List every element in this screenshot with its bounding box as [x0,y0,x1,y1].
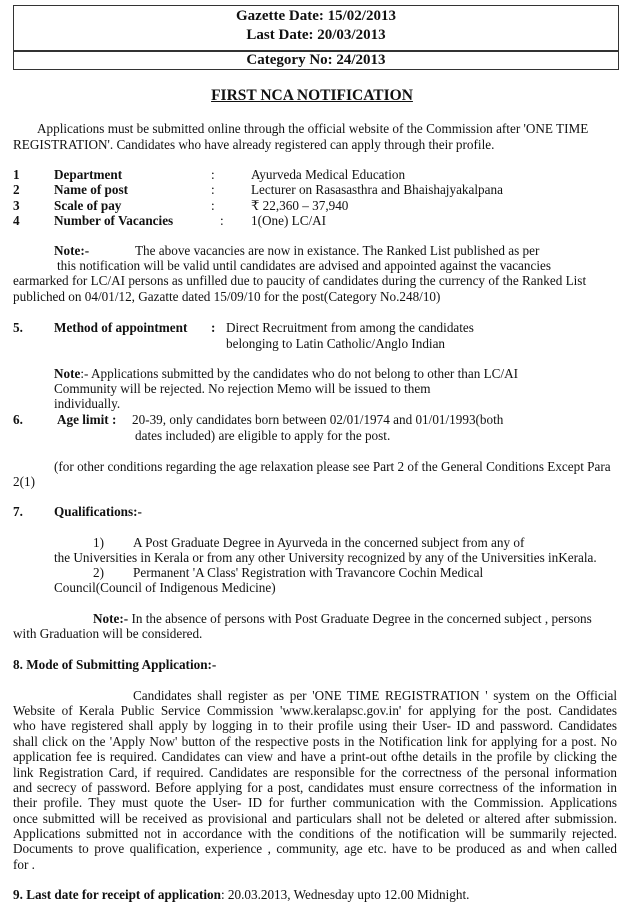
note-line: Community will be rejected. No rejection Memo will be issued to them [54,381,431,396]
age-line: dates included) are eligible to apply for the post. [135,428,391,443]
method-line: belonging to Latin Catholic/Anglo Indian [226,336,446,351]
mode-line: Applications submitted not in accordance with the conditions of the notification will be summarily rejected. [13,826,617,841]
note-text: In the absence of persons with Post Graduate Degree in the concerned subject , persons [128,611,592,626]
detail-value: Ayurveda Medical Education [251,167,406,182]
last-date-label: 9. Last date for receipt of application [13,887,221,902]
age-relaxation-note: (for other conditions regarding the age relaxation please see Part 2 of the General Conditions Except Para [54,459,611,474]
mode-line: Documents to prove qualification, experience , community, age etc. have to be produced as and when called [13,841,617,856]
mode-line: their profile. They must quote the User- ID for further communication with the Commission. Applications [13,795,617,810]
section-sep: : [112,412,117,427]
detail-sep: : [220,213,224,228]
qualification-num: 2) [93,565,104,580]
detail-value: Lecturer on Rasasasthra and Bhaishajyakalpana [251,182,503,197]
gazette-date: Gazette Date: 15/02/2013 [236,8,396,24]
detail-num: 3 [13,198,20,213]
detail-label: Number of Vacancies [54,213,174,228]
note-label: Note:- [54,243,90,258]
qualification-line: Council(Council of Indigenous Medicine) [54,580,276,595]
section-label: Qualifications:- [54,504,142,519]
note-line-1 [54,366,518,382]
last-date-value: : 20.03.2013, Wednesday upto 12.00 Midnight. [220,887,470,902]
header-box [13,5,619,70]
mode-line: shall click on the 'Apply Now' button of the respective posts in the Notification link for applying for a post. No [13,734,617,749]
age-line: 20-39, only candidates born between 02/01/1974 and 01/01/1993(both [132,412,504,427]
mode-line: for . [13,857,35,872]
category-no: Category No: 24/2013 [246,52,386,68]
detail-sep: : [211,198,215,213]
method-line: Direct Recruitment from among the candidates [226,320,474,335]
note-line: this notification will be valid until candidates are advised and appointed against the vacancies [57,258,552,273]
detail-num: 2 [13,182,20,197]
detail-num: 1 [13,167,20,182]
last-date: Last Date: 20/03/2013 [246,27,386,43]
note-line: individually. [54,396,121,411]
mode-line: who have registered shall apply by logging in to their profile using their User- ID and password. Candidates [13,718,617,733]
detail-label: Name of post [54,182,128,197]
qualification-line: A Post Graduate Degree in Ayurveda in the concerned subject from any of [133,535,525,550]
qualification-num: 1) [93,535,104,550]
detail-label: Department [54,167,123,182]
intro-line-2: REGISTRATION'. Candidates who have already registered can apply through their profile. [13,137,495,152]
section-num: 5. [13,320,23,335]
note-label: Note:- [93,611,129,626]
detail-sep: : [211,182,215,197]
qualification-note-line-1 [93,611,592,627]
detail-value: ₹ 22,360 – 37,940 [251,198,349,213]
detail-value: 1(One) LC/AI [251,213,327,228]
mode-line: application fee is required. Candidates can view and have a print-out ofthe details in the profile by clicking the [13,749,617,764]
note-line: The above vacancies are now in existance. The Ranked List published as per [135,243,540,258]
section-num: 6. [13,412,23,427]
section-label: Age limit [57,412,109,427]
mode-line: Candidates shall register as per 'ONE TIME REGISTRATION ' system on the Official [133,688,617,703]
detail-num: 4 [13,213,20,228]
note-label: Note [54,366,81,381]
section-label: Method of appointment [54,320,188,335]
mode-line: Website of Kerala Public Service Commission 'www.keralapsc.gov.in' for applying for the post. Candidates [13,703,617,718]
note-text: :- Applications submitted by the candidates who do not belong to other than LC/AI [80,366,519,381]
detail-sep: : [211,167,215,182]
qualification-line: Permanent 'A Class' Registration with Travancore Cochin Medical [133,565,484,580]
intro-line-1: Applications must be submitted online through the official website of the Commission after 'ONE TIME [37,121,589,136]
section-sep: : [211,320,216,335]
mode-line: link Registration Card, if required. Candidates are responsible for the correctness of the personal information [13,765,617,780]
note-line: earmarked for LC/AI persons as unfilled due to paucity of candidates during the currency of the Ranked List [13,273,587,288]
qualification-line: the Universities in Kerala or from any other University recognized by any of the Universities inKerala. [54,550,597,565]
mode-heading: 8. Mode of Submitting Application:- [13,657,217,672]
section-num: 7. [13,504,23,519]
mode-line: once submitted will be received as provisional and particulars shall not be deleted or altered after submission. [13,811,617,826]
page-title: FIRST NCA NOTIFICATION [211,87,413,104]
qualification-note-line: with Graduation will be considered. [13,626,203,641]
last-date-row [13,887,469,903]
age-relaxation-note-cont: 2(1) [13,474,35,489]
note-line: publiched on 04/01/12, Gazatte dated 15/09/10 for the post(Category No.248/10) [13,289,441,304]
mode-line: and secrecy of password. Before applying for a post, candidates must ensure correctness of the information in [13,780,617,795]
detail-label: Scale of pay [54,198,122,213]
